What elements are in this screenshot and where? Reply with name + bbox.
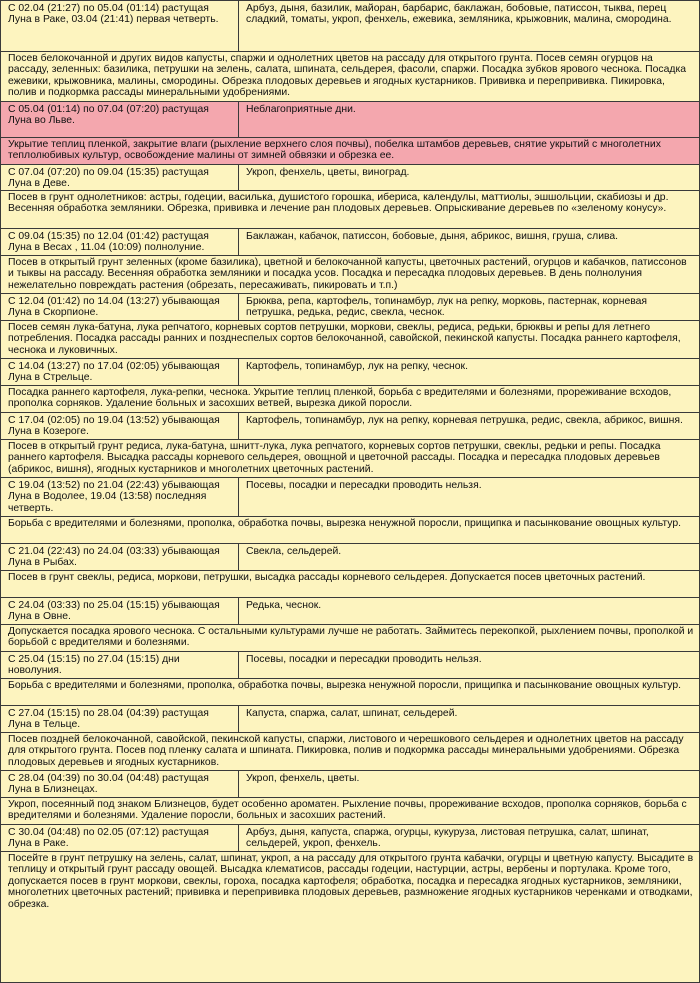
period-row xyxy=(1,771,699,798)
period-row xyxy=(1,1,699,52)
period-row xyxy=(1,294,699,321)
recommended-work: Допускается посадка ярового чеснока. С остальными культурами лучше не работать. Займитесь перекопкой, рыхлением почвы, прополкой и борьбой с вредителями и болезнями. xyxy=(1,625,699,652)
recommended-work: Посев в грунт однолетников: астры, годеции, василька, душистого горошка, иберисa, календулы, маттиолы, эшшольции, скабиозы и др. Весенняя обработка земляники. Обрезка, прививка и лечение ран плодовых деревьев. Опрыскивание деревьев по «зеленому конусу». xyxy=(1,191,699,229)
period-row xyxy=(1,229,699,256)
recommended-work: Борьба с вредителями и болезнями, прополка, обработка почвы, вырезка ненужной поросли, прищипка и пасынкование овощных культур. xyxy=(1,517,699,544)
favorable-crops: Неблагоприятные дни. xyxy=(246,104,356,115)
period-dates: С 25.04 (15:15) по 27.04 (15:15) дни новолуния. xyxy=(1,652,239,678)
favorable-crops: Картофель, топинамбур, лук на репку, корневая петрушка, редис, свекла, абрикос, вишня. xyxy=(246,415,683,426)
period-dates: С 12.04 (01:42) по 14.04 (13:27) убывающая Луна в Скорпионе. xyxy=(1,294,239,320)
recommended-work: Посев белокочанной и других видов капусты, спаржи и однолетних цветов на рассаду для открытого грунта. Посев семян огурцов на рассаду, зеленных: базилика, петрушки на зелень, салата, шпината, сельдерея, фасоли, спаржи. Посадка зубков ярового чеснока. Посадка ежевики, крыжовника, малины, смородины. Обрезка плодовых деревьев и ягодных кустарников. Прививка и перепрививка. Пикировка, полив и подкормка рассады минеральными удобрениями. xyxy=(1,52,699,102)
recommended-work: Укрытие теплиц пленкой, закрытие влаги (рыхление верхнего слоя почвы), побелка штамбов деревьев, снятие укрытий с многолетних теплолюбивых культур, освобождение малины от зимней обвязки и обрезка ее. xyxy=(1,138,699,165)
recommended-work: Посев в открытый грунт зеленных (кроме базилика), цветной и белокочанной капусты, цветочных растений, огурцов и кабачков, патиссонов и тыквы на рассаду. Весенняя обработка земляники и посадка усов. Посадка и пересадка плодовых деревьев. В день полнолуния нежелательно повреждать растения (обрезать, пересаживать, пикировать и т.п.) xyxy=(1,256,699,294)
recommended-work: Укроп, посеянный под знаком Близнецов, будет особенно ароматен. Рыхление почвы, прореживание всходов, прополка сорняков, борьба с вредителями и болезнями. Удаление поросли, больных и засохших растений. xyxy=(1,798,699,825)
favorable-crops: Арбуз, дыня, капуста, спаржа, огурцы, кукуруза, листовая петрушка, салат, шпинат, сельдерей, укроп, фенхель. xyxy=(246,827,649,850)
period-dates: С 02.04 (21:27) по 05.04 (01:14) растущая Луна в Раке, 03.04 (21:41) первая четверть. xyxy=(1,1,239,51)
favorable-crops: Арбуз, дыня, базилик, майоран, барбарис, баклажан, бобовые, патиссон, тыква, перец сладкий, томаты, укроп, фенхель, ежевика, земляника, крыжовник, малина, смородина. xyxy=(246,3,672,26)
favorable-crops: Свекла, сельдерей. xyxy=(246,546,342,557)
period-dates: С 24.04 (03:33) по 25.04 (15:15) убывающая Луна в Овне. xyxy=(1,598,239,624)
favorable-crops: Укроп, фенхель, цветы. xyxy=(246,773,360,784)
favorable-crops: Посевы, посадки и пересадки проводить нельзя. xyxy=(246,480,482,491)
period-row xyxy=(1,544,699,571)
period-dates: С 07.04 (07:20) по 09.04 (15:35) растущая Луна в Деве. xyxy=(1,165,239,190)
period-dates: С 05.04 (01:14) по 07.04 (07:20) растущая Луна во Льве. xyxy=(1,102,239,137)
period-dates: С 27.04 (15:15) по 28.04 (04:39) растущая Луна в Тельце. xyxy=(1,706,239,732)
period-row xyxy=(1,102,699,138)
recommended-work: Посев в открытый грунт редиса, лука-батуна, шнитт-лука, лука репчатого, корневых сортов петрушки, свеклы, редьки и репы. Посадка раннего картофеля. Высадка рассады корневого сельдерея, овощной и цветочной рассады. Посадка и пересадка плодовых деревьев (абрикос, вишня), ягодных кустарников и многолетних цветочных растений. xyxy=(1,440,699,478)
favorable-crops: Укроп, фенхель, цветы, виноград. xyxy=(246,167,410,178)
period-dates: С 17.04 (02:05) по 19.04 (13:52) убывающая Луна в Козероге. xyxy=(1,413,239,439)
period-dates: С 19.04 (13:52) по 21.04 (22:43) убывающая Луна в Водолее, 19.04 (13:58) последняя четверть. xyxy=(1,478,239,516)
recommended-work: Посев семян лука-батуна, лука репчатого, корневых сортов петрушки, моркови, свеклы, редиса, редьки, брюквы и репы для летнего потребления. Посадка рассады ранних и позднеспелых сортов белокочанной, савойской, пекинской капусты. Посадка раннего картофеля, чеснока и луковичных. xyxy=(1,321,699,359)
recommended-work: Борьба с вредителями и болезнями, прополка, обработка почвы, вырезка ненужной поросли, прищипка и пасынкование овощных культур. xyxy=(1,679,699,706)
favorable-crops: Баклажан, кабачок, патиссон, бобовые, дыня, абрикос, вишня, груша, слива. xyxy=(246,231,619,242)
period-dates: С 28.04 (04:39) по 30.04 (04:48) растущая Луна в Близнецах. xyxy=(1,771,239,797)
period-row xyxy=(1,165,699,191)
favorable-crops: Капуста, спаржа, салат, шпинат, сельдерей. xyxy=(246,708,458,719)
period-dates: С 30.04 (04:48) по 02.05 (07:12) растущая Луна в Раке. xyxy=(1,825,239,851)
period-row xyxy=(1,598,699,625)
favorable-crops: Картофель, топинамбур, лук на репку, чеснок. xyxy=(246,361,468,372)
period-row xyxy=(1,413,699,440)
period-row xyxy=(1,825,699,852)
period-dates: С 21.04 (22:43) по 24.04 (03:33) убывающая Луна в Рыбах. xyxy=(1,544,239,570)
period-row xyxy=(1,359,699,386)
favorable-crops: Брюква, репа, картофель, топинамбур, лук на репку, морковь, пастернак, корневая петрушка, редька, редис, свекла, чеснок. xyxy=(246,296,648,319)
favorable-crops: Посевы, посадки и пересадки проводить нельзя. xyxy=(246,654,482,665)
favorable-crops: Редька, чеснок. xyxy=(246,600,322,611)
period-dates: С 14.04 (13:27) по 17.04 (02:05) убывающая Луна в Стрельце. xyxy=(1,359,239,385)
recommended-work: Посейте в грунт петрушку на зелень, салат, шпинат, укроп, а на рассаду для открытого грунта кабачки, огурцы и цветную капусту. Высадите в теплицу и открытый грунт рассаду овощей. Высадка клематисов, рассады годеции, настурции, астры, вербены и портулака. Кроме того, допускается посев в грунт моркови, свеклы, гороха, посадка картофеля; обработка, посадка и пересадка ягодных кустарников, земляники, многолетних цветочных растений; прививка и перепрививка плодовых деревьев, размножение ягодных кустарников черенками и отводками, обрезка. xyxy=(8,853,694,910)
recommended-work: Посев поздней белокочанной, савойской, пекинской капусты, спаржи, листового и черешкового сельдерея и однолетних цветов на рассаду для открытого грунта. Посев под пленку салата и шпината. Пикировка, полив и подкормка рассады минеральными удобрениями. Обрезка плодовых деревьев и ягодных кустарников. xyxy=(1,733,699,771)
recommended-work: Посадка раннего картофеля, лука-репки, чеснока. Укрытие теплиц пленкой, борьба с вредителями и болезнями, прореживание всходов, прополка сорняков. Удаление больных и засохших ветвей, вырезка дикой поросли. xyxy=(1,386,699,413)
period-row xyxy=(1,706,699,733)
period-row xyxy=(1,652,699,679)
period-dates: С 09.04 (15:35) по 12.04 (01:42) растущая Луна в Весах , 11.04 (10:09) полнолуние. xyxy=(1,229,239,255)
period-row xyxy=(1,478,699,517)
recommended-work: Посев в грунт свеклы, редиса, моркови, петрушки, высадка рассады корневого сельдерея. Допускается посев цветочных растений. xyxy=(1,571,699,598)
